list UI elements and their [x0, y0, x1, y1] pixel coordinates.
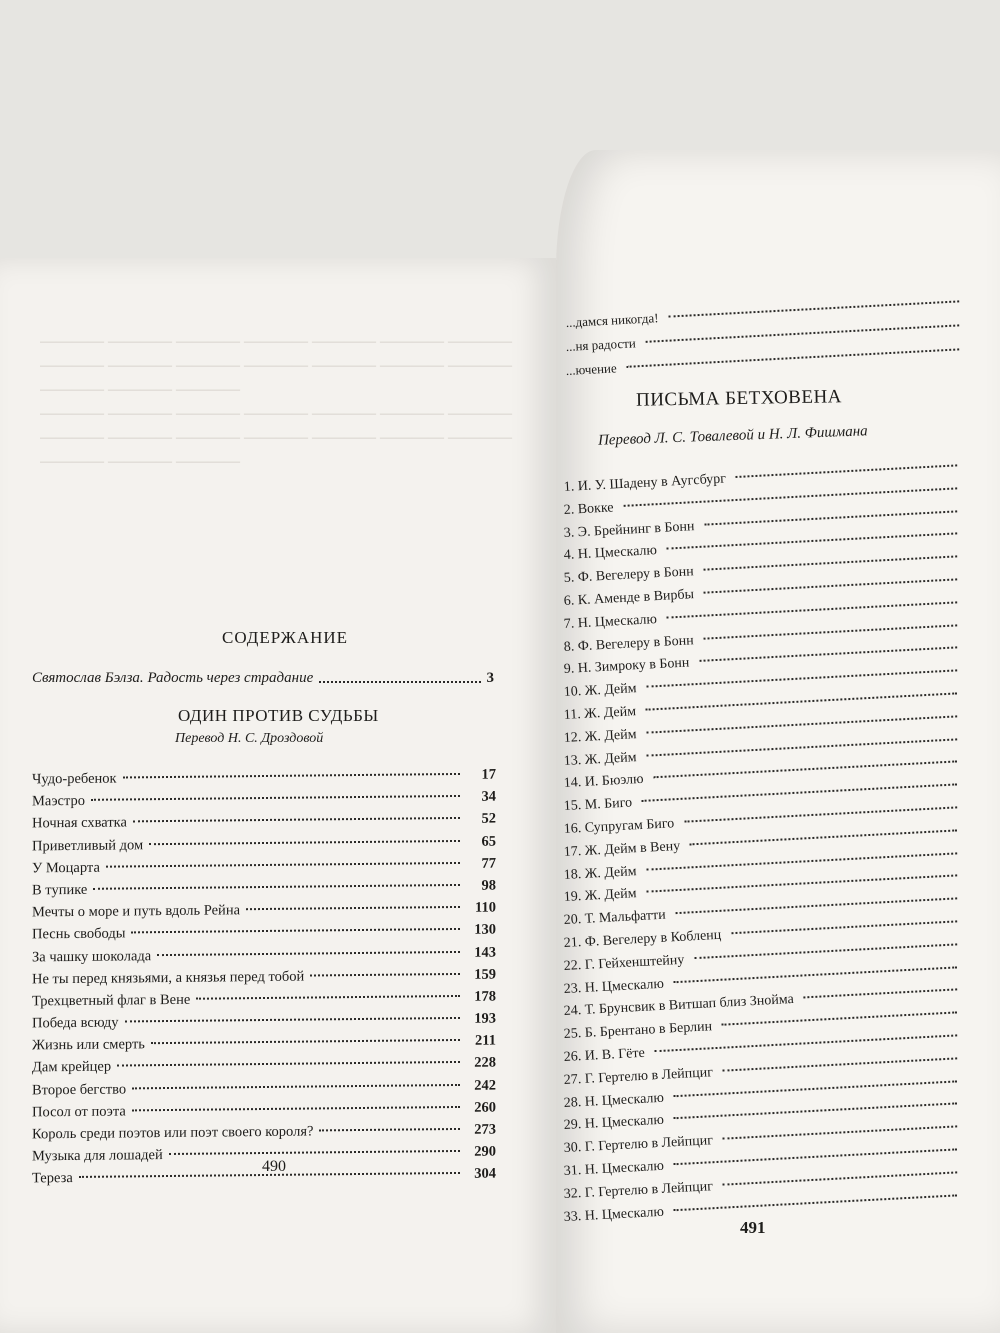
fragment-entry: ...ня радости: [565, 318, 966, 363]
letter-title: 26. И. В. Гёте: [563, 1045, 646, 1065]
letter-title: 17. Ж. Дейм в Вену: [563, 838, 681, 860]
letter-title: 20. Т. Мальфатти: [563, 907, 667, 929]
letter-title: 11. Ж. Дейм: [563, 704, 637, 723]
chapter-page: 52: [481, 810, 496, 828]
letter-title: 29. Н. Цмескалю: [563, 1113, 665, 1134]
letter-title: 18. Ж. Дейм: [563, 863, 637, 883]
letter-title: 6. К. Аменде в Вирбы: [563, 587, 695, 609]
chapter-title: Приветливый дом: [32, 836, 144, 854]
top-entries: [565, 310, 966, 387]
letters-translator: Перевод Л. С. Товалевой и Н. Л. Фишмана: [597, 423, 868, 449]
letter-title: 10. Ж. Дейм: [563, 681, 637, 701]
chapter-title: Музыка для лошадей: [32, 1147, 163, 1165]
chapter-page: 17: [481, 766, 496, 783]
letter-title: 22. Г. Гейхенштейну: [563, 952, 685, 974]
intro-entry: [32, 670, 494, 687]
chapter-page: 290: [474, 1143, 496, 1160]
chapter-title: Ночная схватка: [32, 814, 127, 832]
leader-dots: [117, 1061, 460, 1067]
chapter-title: Песнь свободы: [32, 925, 126, 943]
chapter-title: Маэстро: [32, 793, 86, 810]
letter-title: 31. Н. Цмескалю: [563, 1158, 665, 1179]
leader-dots: [804, 989, 958, 999]
chapter-page: 178: [474, 988, 496, 1005]
chapter-title: Трехцветный флаг в Вене: [32, 991, 191, 1010]
chapter-page: 211: [475, 1032, 496, 1050]
chapter-title: Дам крейцер: [32, 1059, 112, 1076]
fragment-entry: ...дамся никогда!: [565, 294, 966, 339]
chapter-page: 130: [474, 921, 496, 939]
letter-title: 25. Б. Брентано в Берлин: [563, 1019, 713, 1043]
chapter-title: Второе бегство: [32, 1081, 127, 1099]
letter-title: 24. Т. Брунсвик в Витшап близ Знойма: [563, 992, 795, 1020]
letter-title: 32. Г. Гертелю в Лейпциг: [563, 1178, 714, 1202]
letter-title: 5. Ф. Вегелеру в Бонн: [563, 564, 695, 587]
letter-title: 16. Супругам Биго: [563, 816, 675, 837]
chapter-title: Тереза: [32, 1170, 73, 1187]
chapter-page: 65: [481, 833, 496, 850]
leader-dots: [149, 840, 460, 845]
letters-list: [563, 471, 964, 1232]
letter-title: 33. Н. Цмескалю: [563, 1204, 665, 1225]
chapter-title: За чашку шоколада: [32, 947, 152, 965]
letter-title: 21. Ф. Вегелеру в Кобленц: [563, 927, 722, 951]
leader-dots: [246, 906, 460, 910]
leader-dots: [91, 795, 460, 801]
intro-page: 3: [486, 670, 494, 686]
letter-title: 7. Н. Цмескалю: [563, 611, 658, 632]
leader-dots: [310, 973, 460, 977]
letter-title: 19. Ж. Дейм: [563, 886, 637, 906]
chapter-page: 143: [474, 944, 496, 961]
chapter-page: 260: [474, 1099, 496, 1116]
fragment-entry: ...ючение: [565, 342, 966, 387]
leader-dots: [131, 928, 460, 933]
leader-dots: [93, 884, 460, 890]
chapter-page: 77: [481, 855, 496, 872]
chapter-title: Посол от поэта: [32, 1103, 126, 1121]
chapter-list: [32, 766, 496, 1191]
letter-title: 12. Ж. Дейм: [563, 726, 637, 746]
left-folio: 490: [262, 1158, 286, 1175]
part-translator: Перевод Н. С. Дроздовой: [175, 731, 324, 746]
letter-title: 13. Ж. Дейм: [563, 749, 637, 769]
letter-title: 28. Н. Цмескалю: [563, 1090, 665, 1111]
chapter-title: Мечты о море и путь вдоль Рейна: [32, 902, 241, 921]
chapter-page: 304: [474, 1165, 496, 1183]
letter-title: 2. Вокке: [563, 500, 614, 518]
leader-dots: [157, 950, 460, 955]
intro-author: Святослав Бэлза.: [32, 670, 144, 686]
leader-dots: [319, 666, 480, 683]
leader-dots: [132, 1106, 460, 1111]
leader-dots: [123, 773, 460, 779]
chapter-page: 34: [481, 788, 496, 805]
letter-title: 23. Н. Цмескалю: [563, 976, 665, 997]
leader-dots: [319, 1128, 460, 1131]
letter-title: 15. М. Биго: [563, 795, 633, 815]
part-title: ОДИН ПРОТИВ СУДЬБЫ: [178, 706, 379, 725]
right-folio: 491: [740, 1218, 766, 1237]
chapter-page: 228: [474, 1055, 496, 1072]
leader-dots: [151, 1039, 460, 1044]
leader-dots: [196, 995, 460, 1000]
chapter-page: 110: [475, 899, 496, 916]
chapter-title: У Моцарта: [32, 859, 100, 877]
chapter-page: 98: [481, 877, 496, 894]
chapter-title: В тупике: [32, 881, 88, 899]
chapter-page: 273: [474, 1121, 496, 1138]
chapter-title: Король среди поэтов или поэт своего короля?: [32, 1123, 314, 1143]
letter-title: 8. Ф. Вегелеру в Бонн: [563, 632, 695, 655]
leader-dots: [132, 1084, 460, 1089]
show-through-text: ———— ———— ———— ———— ———— ———— ———— ———— ———— ———— ———— ———— ———— ———— ———— ———— ———— ———— ———— ———— ———— ———— ———— ———— ———— ———— ———— ———— ———— ———— ———— ———— ———— ————: [40, 333, 512, 470]
chapter-title: Жизнь или смерть: [32, 1036, 145, 1054]
chapter-page: 159: [474, 966, 496, 983]
letter-title: 30. Г. Гертелю в Лейпциг: [563, 1133, 714, 1157]
chapter-title: Чудо-ребенок: [32, 770, 117, 788]
letter-title: 4. Н. Цмескалю: [563, 543, 658, 564]
letter-title: 14. И. Бюэлю: [563, 772, 644, 792]
toc-title: СОДЕРЖАНИЕ: [222, 628, 349, 647]
letter-title: 3. Э. Брейнинг в Бонн: [563, 518, 695, 541]
intro-title: Радость через страдание: [147, 670, 314, 686]
letters-title: ПИСЬМА БЕТХОВЕНА: [635, 386, 843, 411]
leader-dots: [133, 817, 460, 822]
chapter-title: Не ты перед князьями, а князья перед тобой: [32, 968, 305, 988]
leader-dots: [106, 862, 460, 868]
chapter-page: 242: [474, 1077, 496, 1094]
chapter-page: 193: [474, 1010, 496, 1027]
letter-title: 27. Г. Гертелю в Лейпциг: [563, 1064, 714, 1088]
letter-title: 9. Н. Зимроку в Бонн: [563, 655, 690, 678]
leader-dots: [169, 1150, 460, 1155]
letter-title: 1. И. У. Шадену в Аугсбург: [563, 471, 727, 495]
chapter-title: Победа всюду: [32, 1014, 119, 1032]
leader-dots: [125, 1017, 460, 1023]
